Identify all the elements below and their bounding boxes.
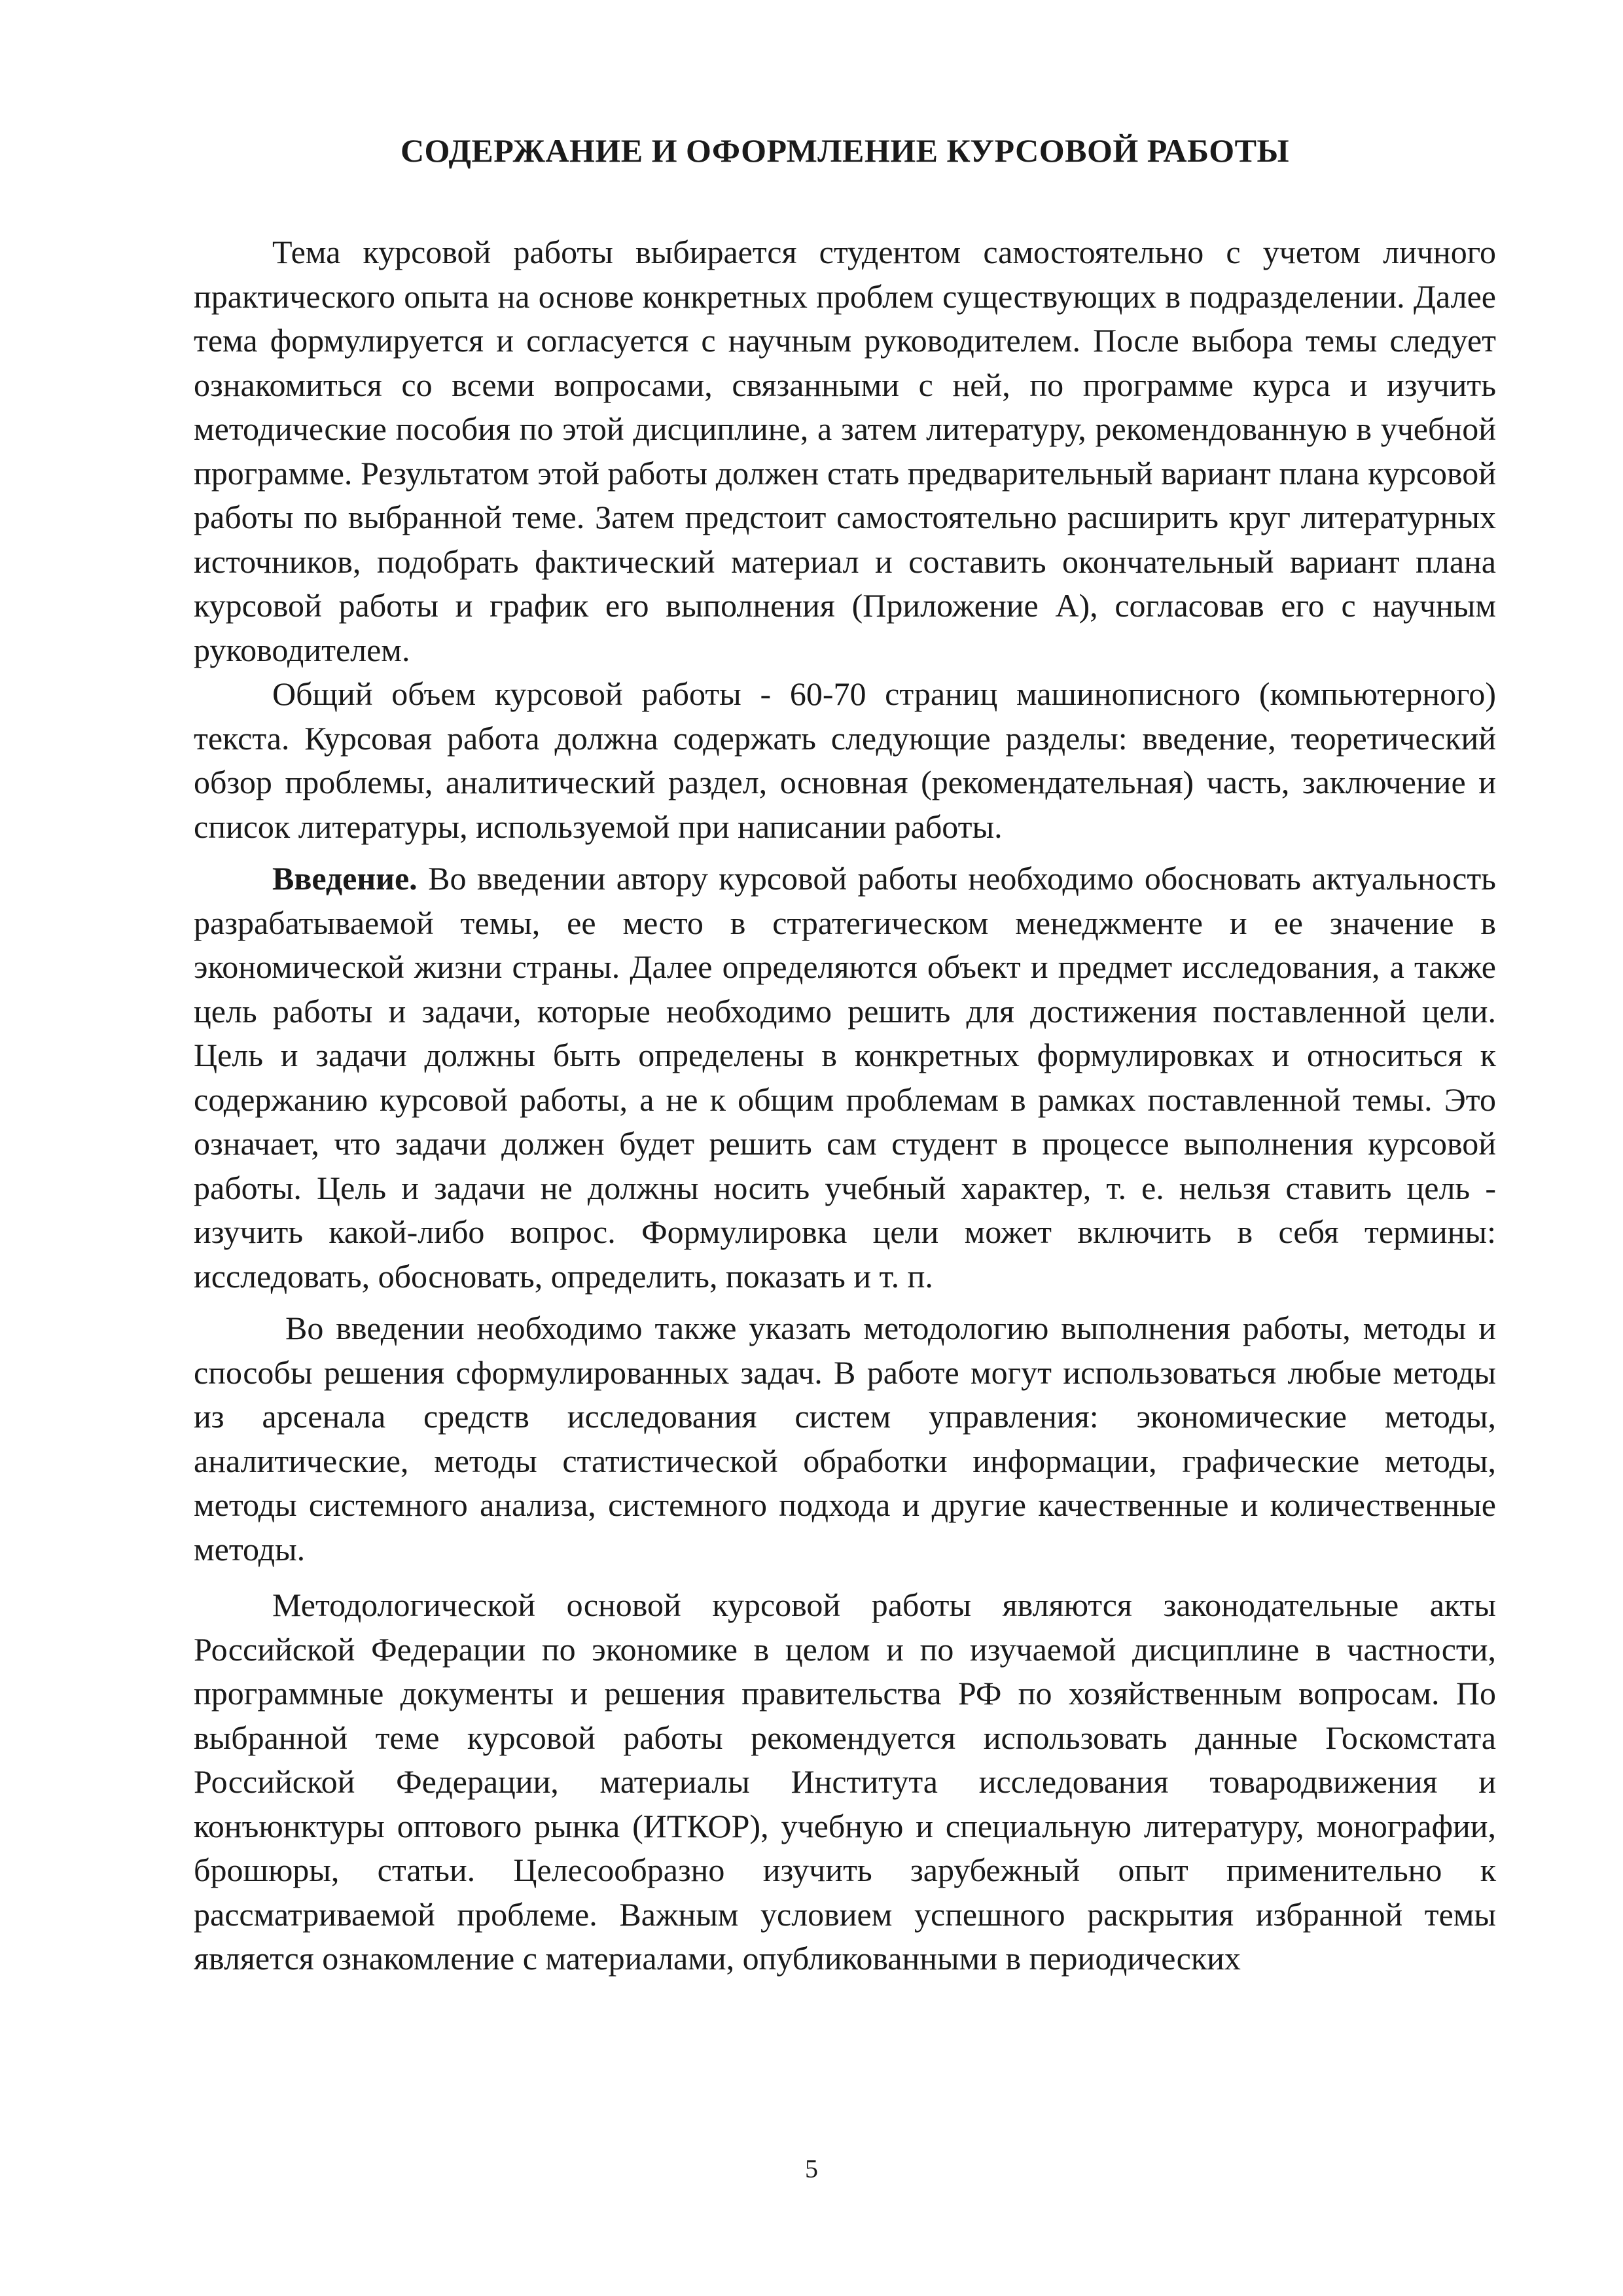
paragraph-text: Методологической основой курсовой работы являются законодательные акты Российской Федерации по экономике в целом и по изучаемой дисциплине в частности, программные документы и решения правительства РФ по хозяйственным вопросам. По выбранной теме курсовой работы рекомендуется использовать данные Госкомстата Российской Федерации, материалы Института исследования товародвижения и конъюнктуры оптового рынка (ИТКОР), учебную и специальную литературу, монографии, брошюры, статьи. Целесообразно изучить зарубежный опыт применительно к рассматриваемой проблеме. Важным условием успешного раскрытия избранной темы является ознакомление с материалами, опубликованными в периодических [194, 1587, 1496, 1977]
document-page [194, 131, 1496, 1981]
page-title: СОДЕРЖАНИЕ И ОФОРМЛЕНИЕ КУРСОВОЙ РАБОТЫ [400, 132, 1290, 169]
paragraph-text: Тема курсовой работы выбирается студентом самостоятельно с учетом личного практического опыта на основе конкретных проблем существующих в подразделении. Далее тема формулируется и согласуется с научным руководителем. После выбора темы следует ознакомиться со всеми вопросами, связанными с ней, по программе курса и изучить методические пособия по этой дисциплине, а затем литературу, рекомендованную в учебной программе. Результатом этой работы должен стать предварительный вариант плана курсовой работы по выбранной теме. Затем предстоит самостоятельно расширить круг литературных источников, подобрать фактический материал и составить окончательный вариант плана курсовой работы и график его выполнения (Приложение А), согласовав его с научным руководителем. [194, 234, 1496, 668]
paragraph-text: Во введении автору курсовой работы необходимо обосновать актуальность разрабатываемой темы, ее место в стратегическом менеджменте и ее значение в экономической жизни страны. Далее определяются объект и предмет исследования, а также цель работы и задачи, которые необходимо решить для достижения поставленной цели. Цель и задачи должны быть определены в конкретных формулировках и относиться к содержанию курсовой работы, а не к общим проблемам в рамках поставленной темы. Это означает, что задачи должен будет решить сам студент в процессе выполнения курсовой работы. Цель и задачи не должны носить учебный характер, т. е. нельзя ставить цель - изучить какой-либо вопрос. Формулировка цели может включить в себя термины: исследовать, обосновать, определить, показать и т. п. [194, 860, 1496, 1295]
paragraph-text: Общий объем курсовой работы - 60-70 страниц машинописного (компьютерного) текста. Курсовая работа должна содержать следующие разделы: введение, теоретический обзор проблемы, аналитический раздел, основная (рекомендательная) часть, заключение и список литературы, используемой при написании работы. [194, 675, 1496, 845]
paragraph-text: Во введении необходимо также указать методологию выполнения работы, методы и способы решения сформулированных задач. В работе могут использоваться любые методы из арсенала средств исследования систем управления: экономические методы, аналитические, методы статистической обработки информации, графические методы, методы системного анализа, системного подхода и другие качественные и количественные методы. [194, 1310, 1496, 1568]
paragraph-lead: Введение. [272, 860, 418, 897]
page-number: 5 [805, 2154, 818, 2183]
paragraph-methodological-basis [194, 1583, 1496, 1981]
paragraph-topic-selection [194, 230, 1496, 672]
paragraph-methodology [194, 1306, 1496, 1571]
paragraph-volume [194, 672, 1496, 849]
paragraph-introduction [194, 857, 1496, 1299]
